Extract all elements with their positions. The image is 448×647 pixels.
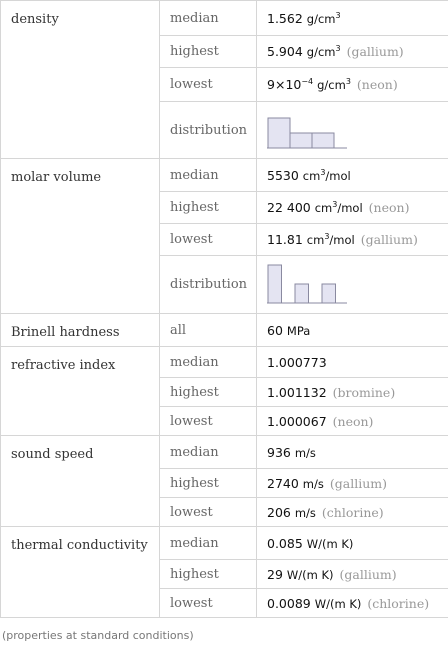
table-row	[1, 159, 448, 192]
row-label: highest	[160, 560, 257, 589]
value-number: 2740	[267, 475, 299, 491]
unit-exponent: 3	[332, 200, 338, 209]
value-number: 1.000773	[267, 354, 327, 370]
row-label: lowest	[160, 224, 257, 256]
footer-note: (properties at standard conditions)	[2, 629, 194, 642]
property-label-brinell-hardness: Brinell hardness	[1, 314, 160, 347]
value-note: (neon)	[368, 200, 410, 215]
value-unit: m/s	[294, 505, 316, 520]
sound-speed-median-value	[257, 436, 448, 469]
value-number: 1.000067	[267, 413, 327, 429]
value-note: (neon)	[332, 413, 374, 429]
histogram-bar	[312, 133, 334, 148]
value-number: 29	[267, 566, 283, 582]
table-row	[1, 527, 448, 560]
row-label: highest	[160, 469, 257, 498]
value-unit	[307, 233, 355, 247]
row-label: highest	[160, 378, 257, 407]
value-unit	[317, 78, 351, 92]
row-label: median	[160, 1, 257, 36]
value-unit	[303, 169, 351, 183]
molar-volume-histogram	[267, 263, 347, 307]
thermal-conductivity-lowest-value	[257, 589, 448, 618]
unit-text: g/cm	[306, 11, 336, 26]
row-label: median	[160, 436, 257, 469]
row-label: median	[160, 159, 257, 192]
row-label: median	[160, 527, 257, 560]
unit-text: cm	[302, 168, 321, 183]
value-unit: m/s	[302, 476, 324, 491]
refractive-index-highest-value	[257, 378, 448, 407]
value-unit	[307, 45, 341, 59]
unit-exponent: 3	[335, 10, 341, 20]
value-unit: m/s	[294, 445, 316, 460]
value-number: 206	[267, 504, 291, 520]
value-number: 0.085	[267, 535, 303, 551]
value-note: (gallium)	[346, 44, 404, 59]
value-base: 10	[285, 77, 302, 92]
histogram-bar	[268, 265, 282, 303]
value-number: 60	[267, 322, 283, 338]
density-median-value	[257, 1, 448, 36]
value-unit: MPa	[286, 323, 311, 338]
brinell-hardness-value	[257, 314, 448, 347]
unit-suffix: /mol	[325, 168, 351, 183]
value-exponent: −4	[301, 77, 314, 86]
unit-text: g/cm	[306, 45, 336, 59]
refractive-index-lowest-value	[257, 407, 448, 436]
value-number: 22 400	[267, 200, 311, 215]
row-label: distribution	[160, 102, 257, 159]
unit-text: cm	[306, 233, 325, 247]
row-label: highest	[160, 192, 257, 224]
value-note: (chlorine)	[321, 504, 384, 520]
histogram-bar	[290, 133, 312, 148]
value-mantissa: 9	[267, 77, 275, 92]
row-label: lowest	[160, 68, 257, 102]
unit-exponent: 3	[335, 44, 341, 53]
times-sign: ×	[274, 77, 286, 92]
row-label: all	[160, 314, 257, 347]
row-label: lowest	[160, 589, 257, 618]
molar-volume-highest-value	[257, 192, 448, 224]
density-distribution-cell	[257, 102, 448, 159]
histogram-bar	[268, 118, 290, 148]
histogram-bar	[295, 284, 309, 303]
value-note: (gallium)	[360, 232, 418, 247]
value-note: (chlorine)	[367, 595, 430, 611]
value-unit: W/(m K)	[286, 567, 334, 582]
property-label-density: density	[1, 1, 160, 159]
molar-volume-median-value	[257, 159, 448, 192]
unit-exponent: 3	[320, 167, 326, 177]
unit-exponent: 3	[324, 232, 330, 241]
value-note: (neon)	[356, 77, 398, 92]
property-label-molar-volume: molar volume	[1, 159, 160, 314]
sound-speed-lowest-value	[257, 498, 448, 527]
unit-exponent: 3	[345, 77, 351, 86]
density-histogram	[267, 108, 347, 152]
table-row	[1, 1, 448, 36]
table-row	[1, 314, 448, 347]
value-number: 936	[267, 444, 291, 460]
unit-suffix: /mol	[337, 201, 363, 215]
table-row	[1, 347, 448, 378]
property-label-thermal-conductivity: thermal conductivity	[1, 527, 160, 618]
property-label-refractive-index: refractive index	[1, 347, 160, 436]
value-unit	[307, 12, 341, 26]
property-label-sound-speed: sound speed	[1, 436, 160, 527]
thermal-conductivity-median-value	[257, 527, 448, 560]
histogram-bar	[322, 284, 336, 303]
value-number: 5530	[267, 167, 299, 183]
value-unit	[315, 201, 363, 215]
value-unit: W/(m K)	[314, 596, 362, 611]
value-number: 1.001132	[267, 384, 327, 400]
table-row	[1, 436, 448, 469]
unit-text: g/cm	[317, 78, 346, 92]
row-label: highest	[160, 36, 257, 68]
row-label: lowest	[160, 498, 257, 527]
row-label: median	[160, 347, 257, 378]
molar-volume-lowest-value	[257, 224, 448, 256]
sound-speed-highest-value	[257, 469, 448, 498]
molar-volume-distribution-cell	[257, 256, 448, 314]
unit-text: cm	[314, 201, 333, 215]
value-unit: W/(m K)	[306, 536, 354, 551]
density-lowest-value	[257, 68, 448, 102]
row-label: lowest	[160, 407, 257, 436]
value-note: (gallium)	[339, 566, 397, 582]
value-number: 5.904	[267, 44, 303, 59]
value-number: 0.0089	[267, 595, 311, 611]
value-note: (bromine)	[332, 384, 396, 400]
thermal-conductivity-highest-value	[257, 560, 448, 589]
value-number: 1.562	[267, 10, 303, 26]
refractive-index-median-value	[257, 347, 448, 378]
value-note: (gallium)	[329, 475, 387, 491]
value-number: 11.81	[267, 232, 303, 247]
density-highest-value	[257, 36, 448, 68]
unit-suffix: /mol	[329, 233, 355, 247]
row-label: distribution	[160, 256, 257, 314]
